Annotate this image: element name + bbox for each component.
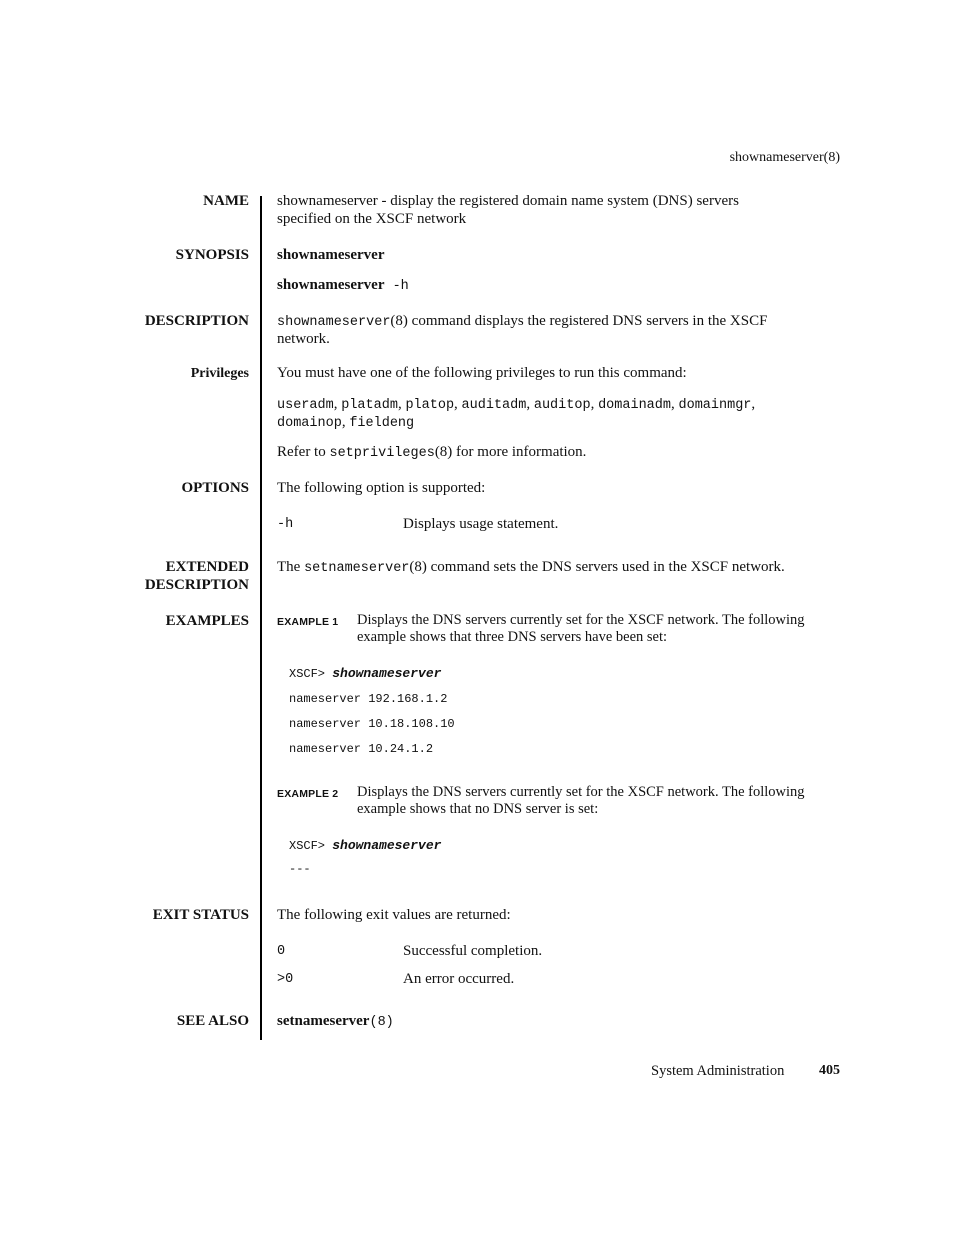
synopsis-command-2-name: shownameserver [277,277,385,293]
section-label-exit-status: EXIT STATUS [152,907,249,923]
example-2-line-2: example shows that no DNS server is set: [357,801,599,817]
privilege-separator: , [454,396,462,412]
description-command: shownameserver [277,315,391,330]
extended-description [277,558,785,578]
footer-page-number: 405 [819,1063,840,1078]
section-label-name: NAME [203,193,249,209]
privilege-separator: , [333,396,342,412]
section-label-privileges: Privileges [190,366,249,381]
refer-command: setprivileges [329,446,435,461]
option-flag: -h [277,517,294,532]
synopsis-option: -h [384,279,409,294]
exit-status-intro: The following exit values are returned: [277,907,511,923]
privilege-separator: , [526,396,534,412]
description-line-1 [277,312,767,332]
see-also-section: (8) [369,1015,394,1030]
section-label-extended-1: EXTENDED [165,559,249,575]
section-label-examples: EXAMPLES [165,613,249,629]
line1-privilege-5: domainadm [598,398,671,413]
privileges-list-line-2 [277,413,414,433]
see-also-command: setnameserver [277,1013,370,1029]
privileges-list-line-1 [277,395,755,415]
section-label-options: OPTIONS [181,480,249,496]
example-1-command: shownameserver [332,666,442,681]
line1-privilege-3: auditadm [461,398,527,413]
synopsis-command-2 [277,276,409,296]
privileges-intro: You must have one of the following privileges to run this command: [277,365,687,381]
description-line-2: network. [277,331,330,347]
example-1-output-2: nameserver 10.18.108.10 [289,717,455,731]
name-line-1: shownameserver - display the registered domain name system (DNS) servers [277,193,739,209]
exit-code-1: >0 [277,972,294,987]
example-2-tag: EXAMPLE 2 [277,788,339,800]
privilege-separator: , [397,396,406,412]
extended-command: setnameserver [304,561,410,576]
synopsis-command-1: shownameserver [277,247,385,263]
example-1-command-line [289,666,441,681]
line2-privilege-0: domainop [277,416,342,431]
name-line-2: specified on the XSCF network [277,211,467,227]
privilege-separator: , [671,396,679,412]
privilege-separator: , [751,396,756,412]
line1-privilege-0: useradm [277,398,334,413]
example-2-command-line [289,838,441,853]
privilege-separator: , [590,396,599,412]
example-2-prompt: XSCF> [289,839,333,853]
section-label-see-also: SEE ALSO [176,1013,249,1029]
see-also-reference [277,1012,394,1032]
extended-prefix: The [277,559,305,575]
example-1-output-3: nameserver 10.24.1.2 [289,742,434,756]
exit-desc-0: Successful completion. [403,943,543,959]
option-description: Displays usage statement. [403,516,559,532]
privileges-refer [277,443,586,463]
example-1-output-1: nameserver 192.168.1.2 [289,692,448,706]
refer-suffix: (8) for more information. [434,444,587,460]
footer-book-title: System Administration [651,1063,785,1079]
line1-privilege-2: platop [405,398,455,413]
exit-code-0: 0 [277,944,286,959]
example-1-line-1: Displays the DNS servers currently set for the XSCF network. The following [357,612,805,628]
example-1-prompt: XSCF> [289,667,333,681]
example-1-line-2: example shows that three DNS servers have been set: [357,629,668,645]
privilege-separator: , [341,414,350,430]
description-text: (8) command displays the registered DNS servers in the XSCF [390,313,768,329]
section-label-extended-2: DESCRIPTION [144,577,249,593]
example-2-output-1: --- [289,862,311,876]
section-label-synopsis: SYNOPSIS [175,247,249,263]
line1-privilege-6: domainmgr [678,398,752,413]
example-2-line-1: Displays the DNS servers currently set for the XSCF network. The following [357,784,805,800]
running-header: shownameserver(8) [729,150,840,165]
extended-suffix: (8) command sets the DNS servers used in the XSCF network. [409,559,785,575]
line1-privilege-4: auditop [533,398,591,413]
line1-privilege-1: platadm [341,398,398,413]
example-1-tag: EXAMPLE 1 [277,616,339,628]
line2-privilege-1: fieldeng [349,416,415,431]
example-2-command: shownameserver [332,838,442,853]
section-label-description: DESCRIPTION [144,313,249,329]
refer-prefix: Refer to [277,444,330,460]
exit-desc-1: An error occurred. [403,971,515,987]
section-divider-line [260,196,262,1040]
options-intro: The following option is supported: [277,480,486,496]
